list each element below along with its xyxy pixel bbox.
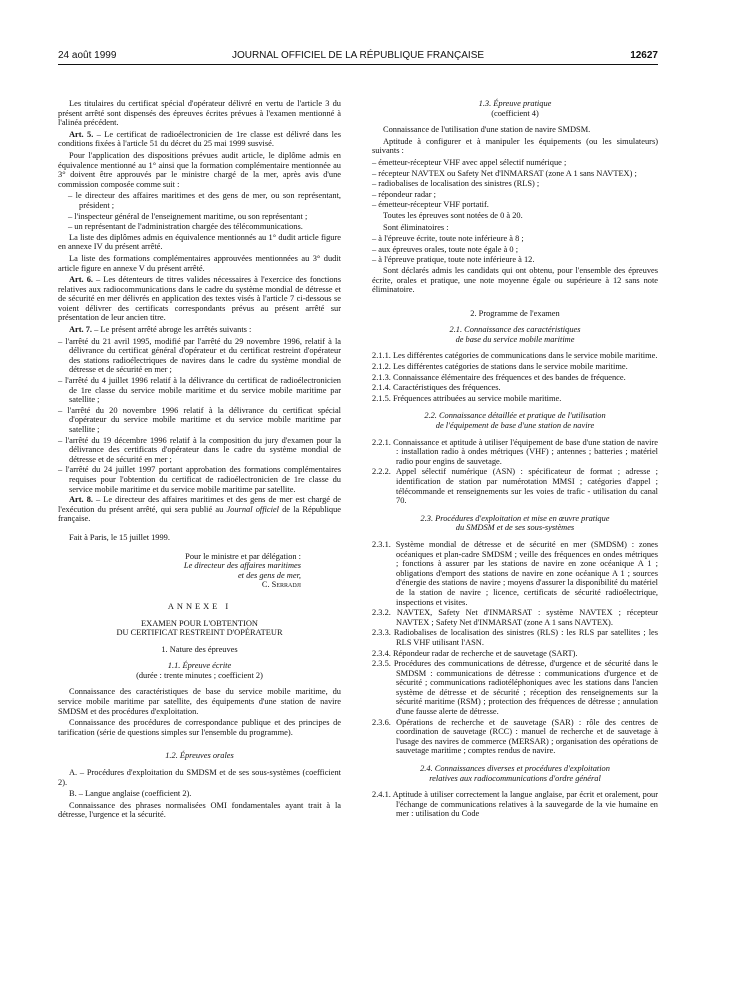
numbered-item: 2.3.4. Répondeur radar de recherche et de sauvetage (SART). (372, 648, 578, 658)
header-page-number: 12627 (630, 50, 658, 61)
subsection-subtitle: (durée : trente minutes ; coefficient 2) (136, 670, 263, 680)
elimination-list (372, 234, 658, 265)
article-text-end: de la République française. (58, 504, 342, 524)
annex-subtitle: EXAMEN POUR L'OBTENTION (141, 618, 258, 628)
paragraph: Sont déclarés admis les candidats qui ont obtenu, pour l'ensemble des épreuves écrite, orales et pratique, une note moyenne égale ou supérieure à 12 sans note éliminatoire. (372, 265, 658, 295)
numbered-item: 2.3.5. Procédures des communications de détresse, d'urgence et de sécurité dans le SMDSM : communications de détresse : communications d'urgence et de sécurité ; communications radiotéléphoniques avec les stations dans l'ancien système de détresse et de sécurité ; réception des renseignements sur la sécurité maritime (RSM) ; protection des fréquences de détresse ; annulation d'une fausse alerte de détresse. (372, 659, 659, 717)
numbered-item: 2.2.2. Appel sélectif numérique (ASN) : spécificateur de format ; adresse ; identification de station par numérotation MMSI ; catégories d'appel ; télécommande et renseignements sur les voies de trafic - utilisation du canal 70. (372, 467, 658, 506)
list-item: – récepteur NAVTEX ou Safety Net d'INMARSAT (zone A 1 sans NAVTEX) ; (372, 168, 637, 178)
numbered-item: 2.3.3. Radiobalises de localisation des sinistres (RLS) : les RLS par satellites ; les RLS VHF utilisant l'ASN. (372, 628, 659, 647)
paragraph: Connaissance des procédures de correspondance publique et des principes de tarification (série de questions simples sur l'ensemble du programme). (58, 718, 341, 737)
numbered-item: 2.2.1. Connaissance et aptitude à utiliser l'équipement de base d'une station de navire : installation radio à ondes métriques (VHF) ; antennes ; batteries ; matériel radio pour engins de sauvetage. (372, 437, 659, 466)
article-7 (58, 325, 341, 335)
numbered-item: 2.1.3. Connaissance élémentaire des fréquences et des bandes de fréquence. (372, 372, 626, 382)
subsection-heading: 2.1. Connaissance des caractéristiques (449, 325, 581, 335)
paragraph: Toutes les épreuves sont notées de 0 à 20. (383, 210, 523, 220)
subsection-heading: 2.3. Procédures d'exploitation et mise en œuvre pratique (420, 513, 610, 523)
subsection-heading: 1.3. Épreuve pratique (478, 99, 552, 108)
paragraph: La liste des formations complémentaires approuvées mentionnées au 3° dudit article figure en annexe V du présent arrêté. (58, 253, 341, 273)
numbered-item: 2.1.5. Fréquences attribuées au service mobile maritime. (372, 393, 562, 403)
commission-list (58, 191, 341, 231)
article-text: – Le directeur des affaires maritimes et des gens de mer est chargé de l'exécution du présent arrêté, qui sera publié au (58, 495, 341, 514)
paragraph: A. – Procédures d'exploitation du SMDSM et de ses sous-systèmes (coefficient 2). (58, 768, 341, 787)
numbered-list (372, 438, 658, 506)
annex-subtitle: DU CERTIFICAT RESTREINT D'OPÉRATEUR (116, 628, 283, 638)
subsection-subtitle: (coefficient 4) (491, 108, 539, 118)
paragraph: Pour l'application des dispositions prévues audit article, le diplôme admis en équivalence mentionné au 1° ainsi que la formation complémentaire mentionnée au 3° doivent être approuvés par le ministre chargé de la mer, après avis d'une commission composée comme suit : (58, 150, 341, 189)
left-column (58, 99, 341, 822)
subsection-heading: relatives aux radiocommunications d'ordre général (429, 773, 601, 783)
subsection-heading: 2.4. Connaissances diverses et procédures d'exploitation (420, 764, 610, 774)
signature-title: Le directeur des affaires maritimes (183, 561, 301, 571)
list-item: – l'arrêté du 4 juillet 1996 relatif à la délivrance du certificat de radioélectronicien de 1re classe du service mobile maritime et du service mobile maritime par satellite ; (58, 376, 341, 405)
article-label: Art. 6. (69, 275, 93, 285)
list-item: – à l'épreuve pratique, toute note inférieure à 12. (372, 255, 535, 265)
article-text: – Les détenteurs de titres valides nécessaires à l'exercice des fonctions relatives aux radiocommunications dans le cadre du système mondial de détresse et de sécurité en mer délivrés en application des textes visés à l'article 7 ci-dessous se voient délivrer des certificats correspondants prévus au présent arrêté sur présentation de leur ancien titre. (58, 275, 341, 323)
article-text: – Le certificat de radioélectronicien de 1re classe est délivré dans les conditions fixées à l'article 51 du décret du 25 mai 1999 susvisé. (58, 129, 341, 149)
subsection-heading: 1.2. Épreuves orales (165, 751, 234, 761)
paragraph: Les titulaires du certificat spécial d'opérateur délivré en vertu de l'article 3 du présent arrêté sont dispensés des épreuves écrites prévues à l'examen mentionné à l'alinéa précédent. (58, 99, 341, 128)
signature-place-date: Fait à Paris, le 15 juillet 1999. (69, 532, 170, 542)
right-column (372, 99, 658, 820)
subsection-heading: de l'équipement de base d'une station de navire (435, 421, 595, 431)
numbered-list (372, 790, 658, 819)
header-date: 24 août 1999 (58, 50, 117, 61)
article-text: – Le présent arrêté abroge les arrêtés suivants : (92, 325, 252, 335)
numbered-list (372, 351, 658, 403)
article-label: Art. 8. (69, 495, 93, 505)
signatory-name: C. Serradji (261, 580, 301, 590)
section-heading: 1. Nature des épreuves (161, 644, 238, 654)
header-journal-title: JOURNAL OFFICIEL DE LA RÉPUBLIQUE FRANÇAISE (231, 50, 485, 61)
subsection-heading: de base du service mobile maritime (455, 334, 575, 344)
numbered-list (372, 540, 658, 756)
article-6 (58, 275, 341, 323)
list-item: – émetteur-récepteur VHF portatif. (372, 200, 489, 210)
list-item: – l'arrêté du 21 avril 1995, modifié par l'arrêté du 29 novembre 1996, relatif à la délivrance du certificat général d'opérateur et du certificat restreint d'opérateur des stations radioélectriques de navires dans le cadre du système mondial de détresse et de sécurité en mer ; (58, 336, 341, 375)
paragraph: Connaissance de l'utilisation d'une station de navire SMDSM. (383, 125, 591, 135)
article-8 (58, 495, 341, 524)
list-item: – l'inspecteur général de l'enseignement maritime, ou son représentant ; (68, 211, 308, 221)
header-rule (58, 64, 658, 65)
numbered-item: 2.1.1. Les différentes catégories de communications dans le service mobile maritime. (372, 351, 658, 361)
subsection-heading: 1.1. Épreuve écrite (167, 661, 232, 671)
numbered-item: 2.4.1. Aptitude à utiliser correctement la langue anglaise, par écrit et oralement, pour l'échange de communications relatives à la sauvegarde de la vie humaine en mer : utilisation du Code (372, 790, 658, 819)
article-label: Art. 7. (69, 325, 93, 335)
signature-title: et des gens de mer, (237, 570, 301, 580)
section-heading: 2. Programme de l'examen (470, 308, 560, 318)
list-item: – radiobalises de localisation des sinistres (RLS) ; (372, 179, 540, 189)
numbered-item: 2.1.4. Caractéristiques des fréquences. (372, 383, 501, 393)
list-item: – l'arrêté du 24 juillet 1997 portant approbation des formations complémentaires requises pour l'obtention du certificat de radioélectronicien de 1re classe du service mobile maritime et du service mobile maritime par satellite. (58, 465, 341, 494)
list-item: – un représentant de l'administration chargée des télécommunications. (68, 222, 303, 232)
abrogated-list (58, 337, 341, 495)
list-item: – émetteur-récepteur VHF avec appel sélectif numérique ; (372, 157, 567, 167)
list-item: – l'arrêté du 20 novembre 1996 relatif à la délivrance du certificat spécial d'opérateur du service mobile maritime et du service mobile maritime par satellite ; (58, 405, 341, 434)
article-5 (58, 130, 341, 149)
list-item: – le directeur des affaires maritimes et des gens de mer, ou son représentant, président ; (68, 191, 341, 210)
journal-name: Journal officiel (226, 504, 279, 514)
paragraph: La liste des diplômes admis en équivalence mentionnés au 1° dudit article figure en annexe IV du présent arrêté. (58, 232, 341, 252)
signature-line: Pour le ministre et par délégation : (185, 551, 301, 561)
list-item: – l'arrêté du 19 décembre 1996 relatif à la composition du jury d'examen pour la délivrance des certificats d'opérateur dans le cadre du système mondial de détresse et de sécurité en mer ; (58, 435, 341, 464)
article-label: Art. 5. (69, 129, 94, 139)
paragraph: Connaissance des phrases normalisées OMI fondamentales ayant trait à la détresse, l'urgence et la sécurité. (58, 800, 341, 820)
annex-title: ANNEXE I (167, 601, 232, 611)
paragraph: Sont éliminatoires : (383, 222, 449, 232)
numbered-item: 2.3.1. Système mondial de détresse et de sécurité en mer (SMDSM) : zones océaniques et plan-cadre SMDSM ; veille des fréquences en ondes métriques ; fonctions à assurer par les stations de navire en zone océanique A 1 ; obligations d'emport des stations de navire en zone océanique A 1 ; sources d'énergie des stations de navire ; moyens d'assurer la disponibilité du matériel de la station de navire ; licence, certificats de sécurité radioélectrique, inspections et visites. (372, 539, 658, 607)
subsection-heading: 2.2. Connaissance détaillée et pratique de l'utilisation (424, 411, 606, 421)
equipment-list (372, 158, 658, 210)
list-item: – à l'épreuve écrite, toute note inférieure à 8 ; (372, 234, 524, 244)
numbered-item: 2.3.6. Opérations de recherche et de sauvetage (SAR) : rôle des centres de coordination de sauvetage (RCC) : manuel de recherche et de sauvetage à l'usage des navires de commerce (MERSAR) ; organisation des opérations de sauvetage maritime ; comptes rendus de navire. (372, 717, 658, 756)
paragraph: Connaissance des caractéristiques de base du service mobile maritime, du service mobile maritime par satellite, des équipements d'une station de navire SMDSM et des procédures d'exploitation. (58, 687, 341, 716)
paragraph: Aptitude à configurer et à manipuler les équipements (ou les simulateurs) suivants : (372, 136, 658, 156)
subsection-heading: du SMDSM et de ses sous-systèmes (455, 523, 575, 533)
numbered-item: 2.3.2. NAVTEX, Safety Net d'INMARSAT : système NAVTEX ; récepteur NAVTEX ; Safety Net d'INMARSAT (zone A 1 sans NAVTEX). (372, 608, 659, 627)
numbered-item: 2.1.2. Les différentes catégories de stations dans le service mobile maritime. (372, 362, 628, 372)
list-item: – aux épreuves orales, toute note égale à 0 ; (372, 244, 519, 254)
paragraph: B. – Langue anglaise (coefficient 2). (69, 789, 192, 799)
list-item: – répondeur radar ; (372, 189, 436, 199)
